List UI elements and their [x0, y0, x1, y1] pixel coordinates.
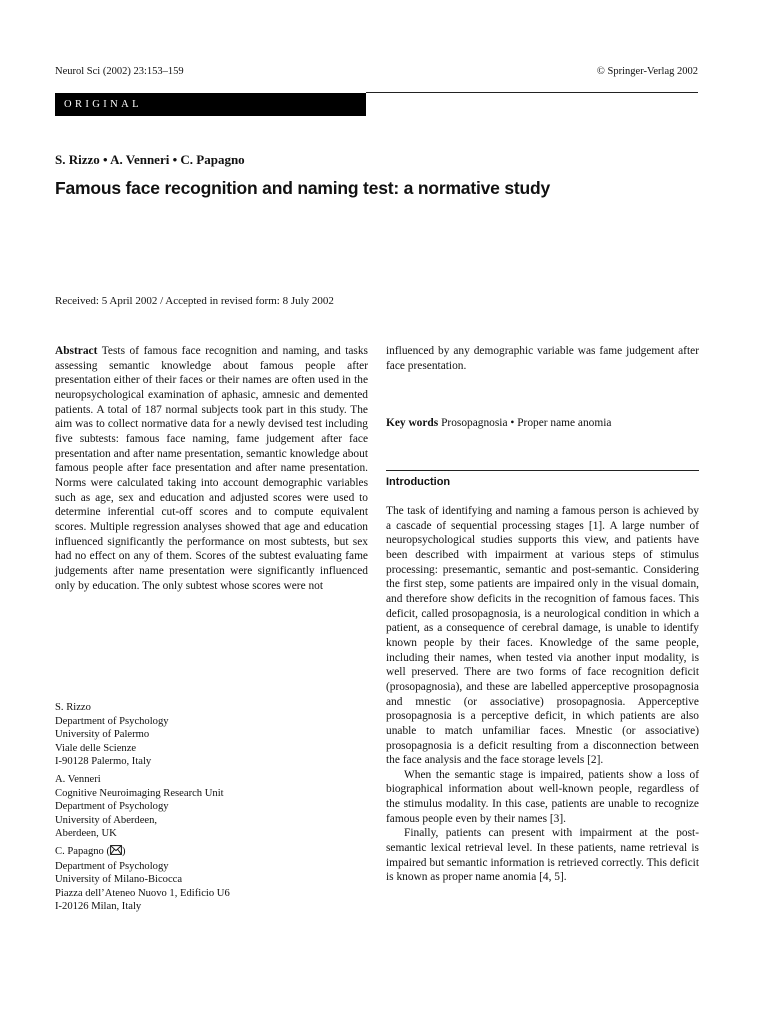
introduction-body [386, 504, 699, 885]
affiliation-name: A. Venneri [55, 774, 101, 785]
publisher-copyright: © Springer-Verlag 2002 [596, 66, 698, 77]
paper-title: Famous face recognition and naming test: a normative study [55, 178, 551, 198]
affiliation-rizzo [55, 701, 169, 769]
abstract [55, 344, 368, 593]
affiliation-line: Department of Psychology [55, 801, 169, 813]
affiliation-venneri [55, 773, 224, 841]
affiliation-line: I-90128 Palermo, Italy [55, 756, 152, 768]
affiliation-line: Viale delle Scienze [55, 742, 137, 754]
intro-paragraph: Finally, patients can present with impairment at the post-semantic lexical retrieval level. In these patients, name retrieval is impaired but semantic information is retrieved correctly. This deficit is known as proper name anomia [4, 5]. [386, 827, 699, 884]
header-rule [366, 92, 698, 93]
affiliation-line: University of Aberdeen, [55, 814, 158, 826]
intro-paragraph: The task of identifying and naming a famous person is achieved by a cascade of sequential processing stages [1]. A large number of neuropsychological studies supports this view, and patients have been described with impairment at various steps of stimulus processing: presemantic, semantic and post-semantic. Considering the first step, some patients are impaired only in the visual domain, and therefore show deficits in the recognition of famous faces. This deficit, called prosopagnosia, is a neurological condition in which a patient, as a consequence of cerebral damage, is unable to identify known people by their faces. Knowledge of the same people, including their names, when tested via another input modality, is well preserved. There are two forms of face recognition deficit (prosopagnosia), and these are labelled apperceptive prosopagnosia and mnestic (or associative) prosopagnosia. Apperceptive prosopagnosia is a perceptive deficit, in which patients are also unable to match unfamiliar faces. Mnestic (or associative) prosopagnosia is a deficit resulting from a disconnection between the face analysis and the face storage levels [2]. [386, 505, 699, 767]
keywords [386, 417, 699, 429]
abstract-text-continued: influenced by any demographic variable was fame judgement after face presentation. [386, 345, 699, 372]
section-label-bar [55, 93, 366, 116]
affiliation-line: University of Milano-Bicocca [55, 874, 183, 886]
abstract-label: Abstract [55, 345, 98, 357]
affiliation-papagno [55, 845, 230, 914]
abstract-text: Tests of famous face recognition and naming, and tasks assessing semantic knowledge about famous people after presentation either of their faces or their names are often used in the neuropsychological examination of aphasic, amnesic and demented patients. A total of 187 normal subjects took part in this study. The aim was to collect normative data for a newly devised test including five subtests: famous face naming, fame judgement after face presentation and after name presentation, semantic knowledge about famous people after face presentation and after name presentation. Norms were calculated taking into account demographic variables such as age, sex and education and adjusted scores were used to determine inferential cut-off scores and to compute equivalent scores. Multiple regression analyses showed that age and education influenced significantly the performance on most subtests, but sex had no effect on any of them. Scores of the subtest evaluating fame judgements after name presentation were significantly influenced only by education. The only subtest whose scores were not [55, 345, 368, 592]
affiliation-name: C. Papagno ( [55, 846, 111, 857]
affiliation-line: Piazza dell’Ateneo Nuovo 1, Edificio U6 [55, 887, 230, 899]
affiliation-line: Cognitive Neuroimaging Research Unit [55, 787, 224, 799]
section-rule [386, 470, 699, 471]
affiliation-name: S. Rizzo [55, 702, 91, 713]
affiliation-line: Department of Psychology [55, 715, 169, 727]
envelope-icon[interactable] [110, 845, 122, 860]
affiliation-name-row [55, 845, 230, 860]
section-label: ORIGINAL [64, 99, 142, 110]
abstract-continuation [386, 344, 699, 373]
keywords-text: Prosopagnosia • Proper name anomia [441, 417, 612, 429]
keywords-label: Key words [386, 417, 439, 429]
affiliation-line: Aberdeen, UK [55, 828, 117, 840]
submission-dates: Received: 5 April 2002 / Accepted in revised form: 8 July 2002 [55, 295, 334, 307]
author-list: S. Rizzo • A. Venneri • C. Papagno [55, 152, 245, 167]
intro-paragraph: When the semantic stage is impaired, patients show a loss of biographical information about well-known people, regardless of the stimulus modality. In this case, patients are unable to recognize famous people even by their names [3]. [386, 768, 699, 825]
affiliation-line: Department of Psychology [55, 860, 169, 872]
affiliation-name-suffix: ) [122, 846, 126, 857]
introduction-heading: Introduction [386, 476, 451, 488]
affiliation-line: I-20126 Milan, Italy [55, 901, 142, 913]
journal-citation: Neurol Sci (2002) 23:153–159 [55, 66, 184, 77]
affiliation-line: University of Palermo [55, 729, 150, 741]
